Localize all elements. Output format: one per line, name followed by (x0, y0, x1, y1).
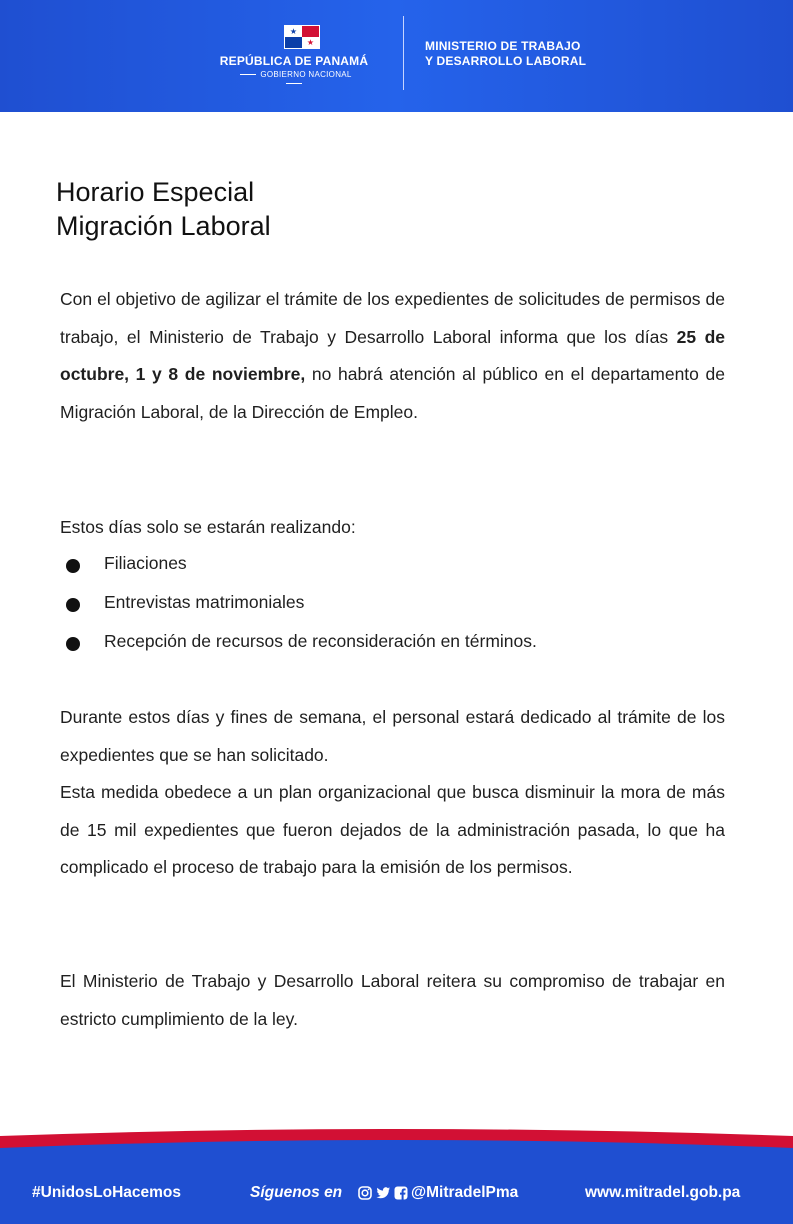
government-label: GOBIERNO NACIONAL (228, 70, 360, 88)
twitter-icon[interactable] (376, 1186, 391, 1200)
footer-handle[interactable]: @MitradelPma (411, 1184, 519, 1201)
ministry-name-line1: MINISTERIO DE TRABAJO (425, 39, 581, 53)
page-title (56, 175, 271, 243)
bullet-icon (66, 598, 80, 612)
paragraph-staff-note (60, 699, 725, 887)
list-item: Recepción de recursos de reconsideración en términos. (60, 623, 740, 662)
title-line-2: Migración Laboral (56, 211, 271, 241)
instagram-icon[interactable] (358, 1186, 372, 1200)
paragraph-backlog-explanation: Esta medida obedece a un plan organizacional que busca disminuir la mora de más de 15 mil expedientes que fueron dejados de la administración pasada, lo que ha complicado el proceso de trabajo para la emisión de los permisos. (60, 782, 725, 877)
title-line-1: Horario Especial (56, 177, 255, 207)
list-item: Entrevistas matrimoniales (60, 584, 740, 623)
paragraph-announcement: Con el objetivo de agilizar el trámite de los expedientes de solicitudes de permisos de trabajo, el Ministerio de Trabajo y Desarrollo Laboral informa que los días 25 de octubre, 1 y 8 de noviembre, no habrá atención al público en el departamento de Migración Laboral, de la Dirección de Empleo. (60, 289, 726, 422)
ministry-name (425, 39, 586, 69)
paragraph-services-intro: Estos días solo se estarán realizando: (60, 517, 356, 537)
country-name: REPÚBLICA DE PANAMÁ (219, 54, 369, 68)
bullet-icon (66, 637, 80, 651)
paragraph-staff-dedication: Durante estos días y fines de semana, el personal estará dedicado al trámite de los expedientes que se han solicitado. (60, 707, 725, 765)
services-list (60, 545, 740, 662)
footer-hashtag: #UnidosLoHacemos (32, 1184, 182, 1201)
list-item: Filiaciones (60, 545, 740, 584)
header-bar (0, 0, 793, 112)
panama-flag-icon: ★ ★ (284, 25, 320, 49)
footer-website-link[interactable]: www.mitradel.gob.pa (585, 1184, 741, 1201)
highlight-dates: 25 de octubre, 1 y 8 de noviembre, (60, 326, 725, 384)
ministry-name-line2: Y DESARROLLO LABORAL (425, 54, 587, 68)
bullet-icon (66, 559, 80, 573)
header-divider (403, 16, 404, 90)
facebook-icon[interactable] (394, 1186, 408, 1200)
footer-follow-label: Síguenos en (250, 1184, 343, 1201)
paragraph-commitment: El Ministerio de Trabajo y Desarrollo Laboral reitera su compromiso de trabajar en estricto cumplimiento de la ley. (60, 971, 725, 1029)
